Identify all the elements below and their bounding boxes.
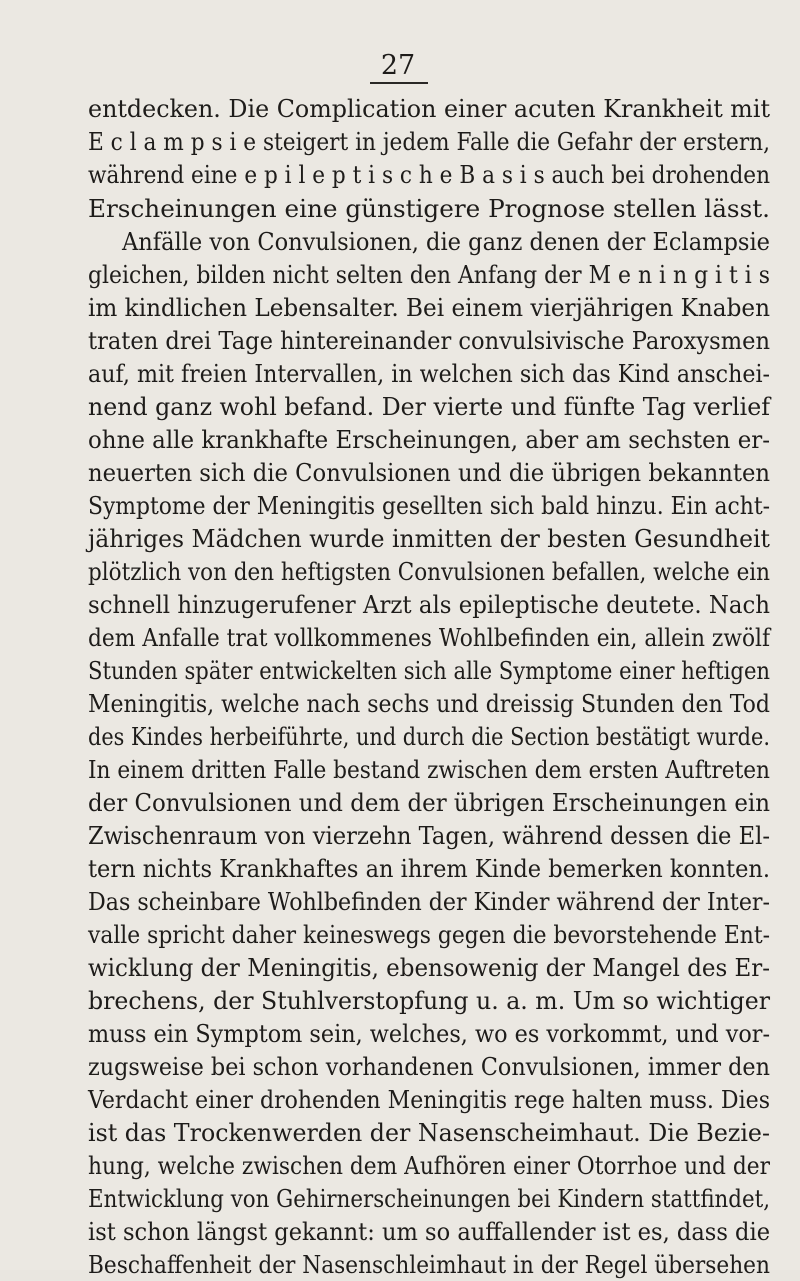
text-line: Beschaffenheit der Nasenschleimhaut in der Regel übersehen [88,1250,770,1279]
text-line: schnell hinzugerufener Arzt als epileptische deutete. Nach [88,590,770,619]
text-line: während eine e p i l e p t i s c h e B a s i s auch bei drohenden [88,160,770,189]
text-line: Meningitis, welche nach sechs und dreissig Stunden den Tod [88,689,771,718]
text-line: Symptome der Meningitis gesellten sich bald hinzu. Ein acht- [88,491,771,520]
text-line: ist das Trockenwerden der Nasenscheimhaut. Die Bezie- [88,1118,770,1147]
text-line: tern nichts Krankhaftes an ihrem Kinde bemerken konnten. [88,854,771,883]
text-line: ohne alle krankhafte Erscheinungen, aber am sechsten er- [88,425,771,454]
text-line: Stunden später entwickelten sich alle Symptome einer heftigen [88,656,771,685]
text-line: gleichen, bilden nicht selten den Anfang der M e n i n g i t i s [88,260,771,289]
text-line: muss ein Symptom sein, welches, wo es vorkommt, und vor- [88,1019,771,1048]
text-line: Zwischenraum von vierzehn Tagen, während dessen die El- [88,821,770,850]
text-line: des Kindes herbeiführte, und durch die Section bestätigt wurde. [88,722,770,751]
text-line: entdecken. Die Complication einer acuten Krankheit mit [88,94,771,123]
text-line: plötzlich von den heftigsten Convulsionen befallen, welche ein [88,557,771,586]
text-line: traten drei Tage hintereinander convulsivische Paroxysmen [88,326,771,355]
text-line: Das scheinbare Wohlbefinden der Kinder während der Inter- [88,887,771,916]
text-line: Erscheinungen eine günstigere Prognose stellen lässt. [88,194,771,223]
text-line: valle spricht daher keineswegs gegen die bevorstehende Ent- [88,920,770,949]
text-line: ist schon längst gekannt: um so auffallender ist es, dass die [88,1217,771,1246]
text-line: nend ganz wohl befand. Der vierte und fünfte Tag verlief [88,392,770,421]
text-line: auf, mit freien Intervallen, in welchen sich das Kind anschei- [88,359,771,388]
text-line: dem Anfalle trat vollkommenes Wohlbefinden ein, allein zwölf [88,623,771,652]
page-number: 27 [380,50,416,81]
text-line: Entwicklung von Gehirnerscheinungen bei Kindern stattfindet, [88,1184,770,1213]
text-line: brechens, der Stuhlverstopfung u. a. m. Um so wichtiger [88,986,771,1015]
text-line: In einem dritten Falle bestand zwischen dem ersten Auftreten [88,755,770,784]
text-line: jähriges Mädchen wurde inmitten der besten Gesundheit [88,524,770,553]
text-line: zugsweise bei schon vorhandenen Convulsionen, immer den [88,1052,770,1081]
text-line: hung, welche zwischen dem Aufhören einer Otorrhoe und der [88,1151,770,1180]
text-line: wicklung der Meningitis, ebensowenig der Mangel des Er- [88,953,771,982]
text-line: der Convulsionen und dem der übrigen Erscheinungen ein [88,788,770,817]
text-line: E c l a m p s i e steigert in jedem Falle die Gefahr der erstern, [88,127,771,156]
text-line: neuerten sich die Convulsionen und die übrigen bekannten [88,458,770,487]
text-line: im kindlichen Lebensalter. Bei einem vierjährigen Knaben [88,293,770,322]
text-line: Verdacht einer drohenden Meningitis rege halten muss. Dies [88,1085,770,1114]
text-line: Anfälle von Convulsionen, die ganz denen der Eclampsie [122,227,770,256]
